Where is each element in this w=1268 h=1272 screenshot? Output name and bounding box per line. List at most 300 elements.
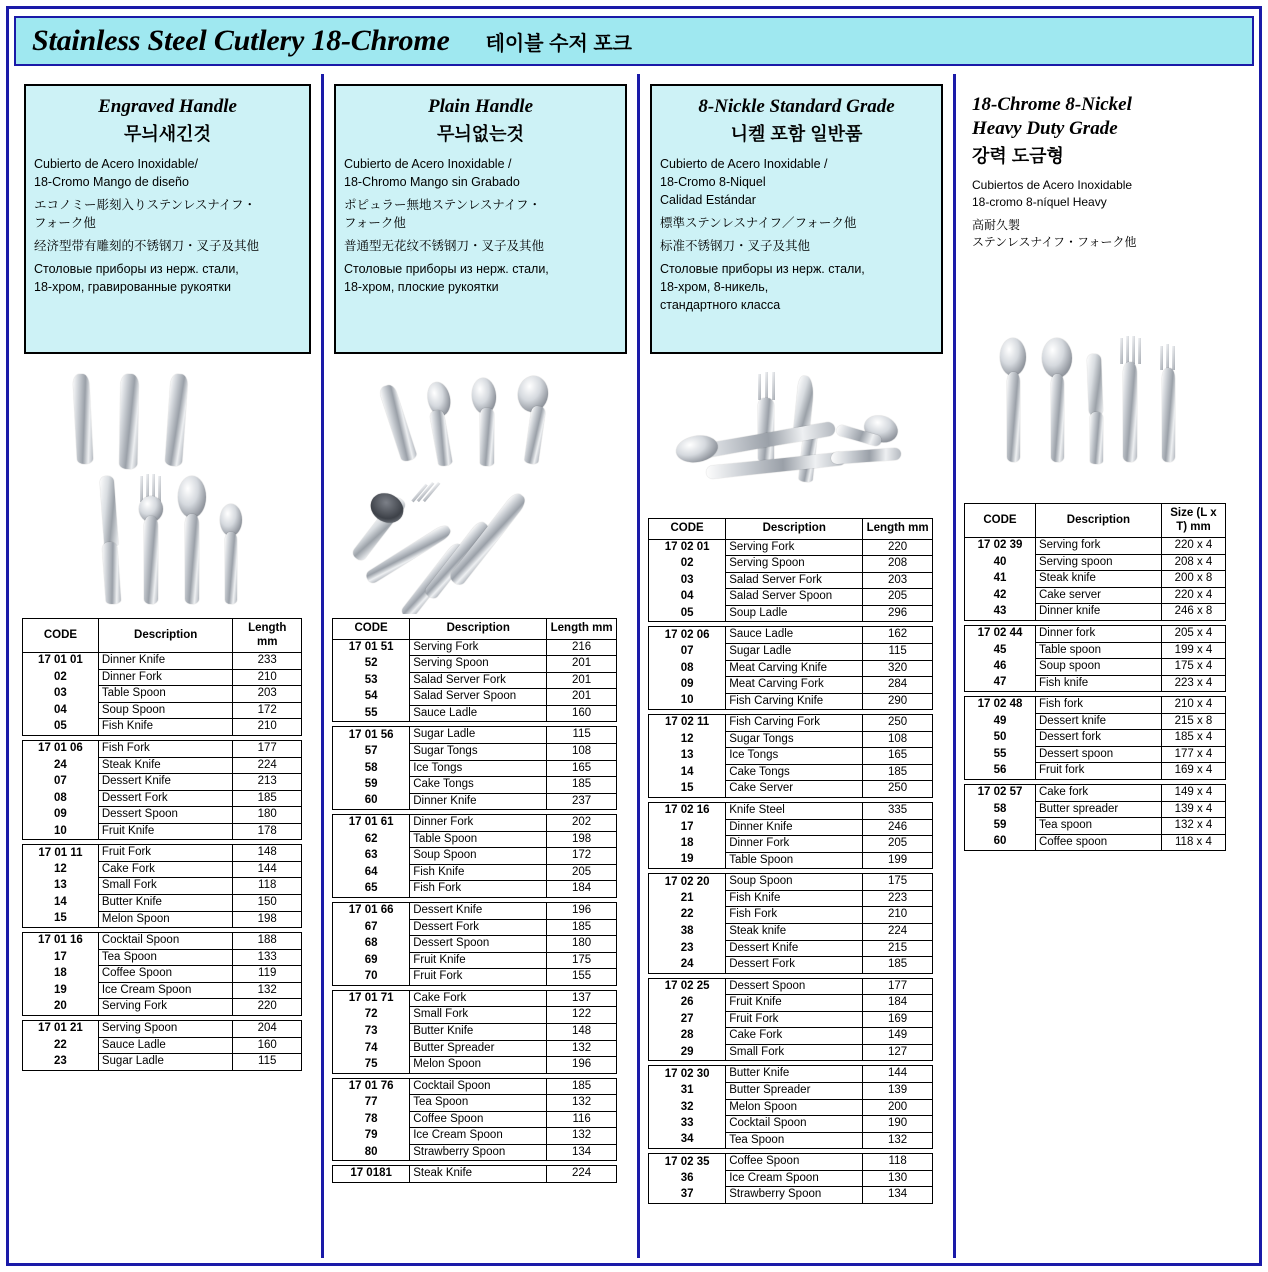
table-row xyxy=(333,952,617,969)
desc-line: フォーク他 xyxy=(344,216,406,230)
table-row xyxy=(649,978,933,995)
section-title-kr: 강력 도금형 xyxy=(972,146,1064,166)
desc-line: 標準ステンレスナイフ／フォーク他 xyxy=(660,216,857,230)
table-row xyxy=(649,1132,933,1149)
table-row xyxy=(23,895,302,912)
cell-length: 210 xyxy=(863,907,933,924)
cell-length: 185 xyxy=(863,764,933,781)
table-row xyxy=(965,659,1226,676)
cell-code: 13 xyxy=(649,748,726,765)
cell-code: 64 xyxy=(333,864,410,881)
cell-code: 23 xyxy=(649,940,726,957)
table-row xyxy=(333,969,617,986)
cell-length: 132 xyxy=(547,1128,617,1145)
cell-length: 215 x 8 xyxy=(1161,713,1225,730)
cell-description: Tea Spoon xyxy=(726,1132,863,1149)
cell-length: 134 xyxy=(863,1187,933,1204)
cell-description: Fish Fork xyxy=(726,907,863,924)
cell-length: 320 xyxy=(863,660,933,677)
table-row xyxy=(23,933,302,950)
table-row xyxy=(333,903,617,920)
cell-description: Dinner Fork xyxy=(726,836,863,853)
cell-length: 210 xyxy=(233,669,302,686)
cell-code: 17 02 01 xyxy=(649,539,726,556)
cell-length: 178 xyxy=(233,823,302,840)
cell-length: 160 xyxy=(233,1037,302,1054)
cell-code: 43 xyxy=(965,604,1036,621)
section-title-kr: 니켈 포함 일반품 xyxy=(730,124,863,144)
col-header-description: Description xyxy=(410,619,547,640)
col-header-description: Description xyxy=(1035,504,1161,538)
cell-length: 130 xyxy=(863,1170,933,1187)
cell-length: 223 x 4 xyxy=(1161,675,1225,692)
column-container xyxy=(14,74,1254,1258)
cell-code: 17 01 71 xyxy=(333,990,410,1007)
table-row xyxy=(333,1040,617,1057)
cell-description: Dessert Knife xyxy=(410,903,547,920)
cell-description: Dessert Fork xyxy=(98,790,233,807)
cell-code: 17 01 76 xyxy=(333,1078,410,1095)
cell-code: 40 xyxy=(965,554,1036,571)
cell-code: 80 xyxy=(333,1144,410,1161)
section-title-en: Plain Handle xyxy=(427,96,534,117)
cell-description: Cake Tongs xyxy=(726,764,863,781)
column-heavy-duty xyxy=(956,74,1254,1258)
cell-description: Steak Knife xyxy=(410,1166,547,1183)
cell-description: Cocktail Spoon xyxy=(98,933,233,950)
table-row xyxy=(23,653,302,670)
table-row xyxy=(649,1011,933,1028)
cell-code: 57 xyxy=(333,743,410,760)
cell-code: 31 xyxy=(649,1083,726,1100)
cell-length: 199 xyxy=(863,852,933,869)
cell-code: 17 02 20 xyxy=(649,874,726,891)
cell-length: 196 xyxy=(547,903,617,920)
cell-code: 08 xyxy=(649,660,726,677)
cell-length: 185 xyxy=(547,777,617,794)
cell-description: Melon Spoon xyxy=(98,911,233,928)
section-title-en: Engraved Handle xyxy=(98,96,237,117)
table-row xyxy=(333,1078,617,1095)
section-title-en-2: Heavy Duty Grade xyxy=(972,118,1118,139)
desc-line: フォーク他 xyxy=(34,216,96,230)
cell-description: Serving spoon xyxy=(1035,554,1161,571)
cell-length: 200 x 8 xyxy=(1161,571,1225,588)
cell-code: 24 xyxy=(23,757,99,774)
table-header-row xyxy=(965,504,1226,538)
cell-description: Salad Server Fork xyxy=(726,572,863,589)
table-heavy-duty xyxy=(964,503,1226,851)
desc-line: 高耐久製 xyxy=(972,217,1021,232)
cell-code: 54 xyxy=(333,689,410,706)
cell-length: 118 xyxy=(863,1154,933,1171)
cell-description: Meat Carving Knife xyxy=(726,660,863,677)
table-row xyxy=(649,995,933,1012)
table-row xyxy=(23,966,302,983)
cell-description: Ice Tongs xyxy=(410,760,547,777)
desc-line: Calidad Estándar xyxy=(660,193,756,207)
cell-code: 14 xyxy=(649,764,726,781)
cell-description: Coffee Spoon xyxy=(726,1154,863,1171)
cell-description: Sugar Ladle xyxy=(726,643,863,660)
cell-code: 36 xyxy=(649,1170,726,1187)
table-row xyxy=(333,689,617,706)
cell-code: 55 xyxy=(333,705,410,722)
cell-description: Strawberry Spoon xyxy=(410,1144,547,1161)
table-row xyxy=(333,936,617,953)
desc-line: ステンレスナイフ・フォーク他 xyxy=(972,235,1137,250)
product-photo-heavy-duty xyxy=(962,324,1248,499)
table-row xyxy=(649,1099,933,1116)
cell-length: 199 x 4 xyxy=(1161,642,1225,659)
table-row xyxy=(649,1083,933,1100)
cell-description: Butter Knife xyxy=(98,895,233,912)
cell-description: Dessert Spoon xyxy=(726,978,863,995)
product-photo-plain xyxy=(330,364,631,614)
table-row xyxy=(23,719,302,736)
cell-length: 205 xyxy=(863,589,933,606)
cell-code: 17 0181 xyxy=(333,1166,410,1183)
cell-code: 15 xyxy=(23,911,99,928)
table-body xyxy=(965,538,1226,851)
table-row xyxy=(23,949,302,966)
column-8-nickle-standard xyxy=(640,74,956,1258)
cell-description: Melon Spoon xyxy=(410,1057,547,1074)
cell-description: Cake Fork xyxy=(98,861,233,878)
cell-length: 177 x 4 xyxy=(1161,746,1225,763)
table-row xyxy=(333,1128,617,1145)
cell-code: 17 02 39 xyxy=(965,538,1036,555)
cell-length: 115 xyxy=(863,643,933,660)
cell-code: 46 xyxy=(965,659,1036,676)
cell-code: 17 01 56 xyxy=(333,727,410,744)
cell-length: 220 x 4 xyxy=(1161,538,1225,555)
col-header-code: CODE xyxy=(23,619,99,653)
table-row xyxy=(965,713,1226,730)
cell-code: 02 xyxy=(23,669,99,686)
cell-code: 17 02 06 xyxy=(649,627,726,644)
table-row xyxy=(649,539,933,556)
cell-code: 65 xyxy=(333,881,410,898)
cell-length: 169 xyxy=(863,1011,933,1028)
table-row xyxy=(649,764,933,781)
cell-description: Soup Spoon xyxy=(726,874,863,891)
desc-line: 18-Cromo Mango de diseño xyxy=(34,175,189,189)
cell-code: 07 xyxy=(649,643,726,660)
cell-length: 180 xyxy=(547,936,617,953)
table-row xyxy=(333,639,617,656)
cell-code: 03 xyxy=(649,572,726,589)
cell-description: Steak knife xyxy=(726,923,863,940)
cell-length: 185 xyxy=(547,919,617,936)
cell-length: 132 xyxy=(547,1040,617,1057)
table-row xyxy=(333,815,617,832)
cell-length: 250 xyxy=(863,781,933,798)
cell-description: Table Spoon xyxy=(98,686,233,703)
table-row xyxy=(23,686,302,703)
cell-length: 149 xyxy=(863,1028,933,1045)
table-row xyxy=(333,1111,617,1128)
cell-description: Fruit Fork xyxy=(98,845,233,862)
cell-length: 185 xyxy=(233,790,302,807)
cell-length: 205 xyxy=(547,864,617,881)
cell-code: 56 xyxy=(965,763,1036,780)
table-row xyxy=(23,790,302,807)
header-box-engraved xyxy=(24,84,311,354)
table-row xyxy=(23,1037,302,1054)
col-header-length: Length mm xyxy=(863,519,933,540)
desc-line: Столовые приборы из нерж. стали, xyxy=(344,262,549,276)
cell-code: 17 02 16 xyxy=(649,803,726,820)
table-row xyxy=(23,911,302,928)
cell-code: 12 xyxy=(649,731,726,748)
cell-length: 177 xyxy=(233,740,302,757)
cell-length: 155 xyxy=(547,969,617,986)
cell-code: 17 01 61 xyxy=(333,815,410,832)
col-header-description: Description xyxy=(726,519,863,540)
cell-code: 75 xyxy=(333,1057,410,1074)
table-row xyxy=(23,669,302,686)
table-row xyxy=(649,781,933,798)
cell-description: Soup Ladle xyxy=(726,605,863,622)
cell-description: Ice Cream Spoon xyxy=(726,1170,863,1187)
cell-code: 17 02 57 xyxy=(965,785,1036,802)
cell-length: 144 xyxy=(233,861,302,878)
cell-description: Dessert fork xyxy=(1035,730,1161,747)
cell-length: 119 xyxy=(233,966,302,983)
cell-code: 50 xyxy=(965,730,1036,747)
cell-description: Sauce Ladle xyxy=(410,705,547,722)
cell-code: 72 xyxy=(333,1007,410,1024)
cell-code: 19 xyxy=(649,852,726,869)
section-title-kr: 무늬없는것 xyxy=(437,124,524,144)
cell-length: 224 xyxy=(863,923,933,940)
cell-length: 220 x 4 xyxy=(1161,587,1225,604)
table-row xyxy=(649,589,933,606)
cell-code: 38 xyxy=(649,923,726,940)
cell-code: 23 xyxy=(23,1054,99,1071)
table-row xyxy=(649,819,933,836)
cell-length: 213 xyxy=(233,774,302,791)
cell-length: 284 xyxy=(863,677,933,694)
table-row xyxy=(649,627,933,644)
cell-description: Cake server xyxy=(1035,587,1161,604)
cell-code: 69 xyxy=(333,952,410,969)
table-row xyxy=(649,1170,933,1187)
table-row xyxy=(649,556,933,573)
cell-length: 296 xyxy=(863,605,933,622)
cell-code: 68 xyxy=(333,936,410,953)
cell-length: 108 xyxy=(863,731,933,748)
col-header-length: Length mm xyxy=(547,619,617,640)
cell-description: Melon Spoon xyxy=(726,1099,863,1116)
cell-length: 335 xyxy=(863,803,933,820)
desc-line: Столовые приборы из нерж. стали, xyxy=(34,262,239,276)
cell-description: Soup spoon xyxy=(1035,659,1161,676)
cell-description: Ice Tongs xyxy=(726,748,863,765)
table-row xyxy=(965,587,1226,604)
cell-description: Fruit Fork xyxy=(726,1011,863,1028)
cell-length: 133 xyxy=(233,949,302,966)
table-row xyxy=(333,1057,617,1074)
table-row xyxy=(333,743,617,760)
cell-description: Dessert Fork xyxy=(726,957,863,974)
section-title-en: 18-Chrome 8-Nickel xyxy=(972,94,1132,115)
table-row xyxy=(649,1044,933,1061)
cell-description: Cake Fork xyxy=(726,1028,863,1045)
cell-code: 77 xyxy=(333,1095,410,1112)
cell-code: 17 01 11 xyxy=(23,845,99,862)
cell-code: 17 xyxy=(23,949,99,966)
cell-code: 28 xyxy=(649,1028,726,1045)
cell-description: Fish fork xyxy=(1035,697,1161,714)
cell-description: Dessert Spoon xyxy=(98,807,233,824)
table-row xyxy=(649,1187,933,1204)
cell-code: 24 xyxy=(649,957,726,974)
column-plain-handle xyxy=(324,74,640,1258)
cell-code: 17 02 25 xyxy=(649,978,726,995)
cell-code: 17 02 30 xyxy=(649,1066,726,1083)
cell-description: Ice Cream Spoon xyxy=(98,982,233,999)
table-header-row xyxy=(333,619,617,640)
cell-description: Sugar Ladle xyxy=(410,727,547,744)
desc-line: Столовые приборы из нерж. стали, xyxy=(660,262,865,276)
table-row xyxy=(333,656,617,673)
cell-description: Butter spreader xyxy=(1035,801,1161,818)
cell-length: 201 xyxy=(547,656,617,673)
cell-description: Table Spoon xyxy=(726,852,863,869)
cell-code: 60 xyxy=(965,834,1036,851)
cell-length: 233 xyxy=(233,653,302,670)
cell-code: 17 01 51 xyxy=(333,639,410,656)
cell-length: 132 xyxy=(233,982,302,999)
cell-description: Fruit Knife xyxy=(98,823,233,840)
table-row xyxy=(965,538,1226,555)
cell-code: 17 01 06 xyxy=(23,740,99,757)
table-row xyxy=(649,572,933,589)
cell-code: 07 xyxy=(23,774,99,791)
cell-code: 17 01 16 xyxy=(23,933,99,950)
cell-code: 17 02 35 xyxy=(649,1154,726,1171)
cell-code: 47 xyxy=(965,675,1036,692)
table-row xyxy=(23,757,302,774)
cell-length: 215 xyxy=(863,940,933,957)
table-header-row xyxy=(23,619,302,653)
cell-description: Soup Spoon xyxy=(410,848,547,865)
cell-code: 78 xyxy=(333,1111,410,1128)
cell-length: 210 xyxy=(233,719,302,736)
cell-description: Fruit fork xyxy=(1035,763,1161,780)
cell-description: Coffee spoon xyxy=(1035,834,1161,851)
cell-code: 04 xyxy=(649,589,726,606)
cell-length: 190 xyxy=(863,1116,933,1133)
cell-length: 137 xyxy=(547,990,617,1007)
cell-length: 188 xyxy=(233,933,302,950)
cell-description: Fish Knife xyxy=(726,890,863,907)
cell-length: 149 x 4 xyxy=(1161,785,1225,802)
cell-code: 22 xyxy=(23,1037,99,1054)
table-row xyxy=(649,874,933,891)
table-row xyxy=(649,1066,933,1083)
col-header-length: Length mm xyxy=(233,619,302,653)
table-row xyxy=(333,777,617,794)
table-body xyxy=(649,539,933,1203)
cell-description: Sauce Ladle xyxy=(726,627,863,644)
cell-length: 250 xyxy=(863,715,933,732)
cell-length: 220 xyxy=(863,539,933,556)
table-row xyxy=(965,675,1226,692)
table-row xyxy=(649,852,933,869)
cell-length: 108 xyxy=(547,743,617,760)
table-row xyxy=(333,1166,617,1183)
cell-description: Butter Spreader xyxy=(410,1040,547,1057)
cell-description: Cocktail Spoon xyxy=(410,1078,547,1095)
desc-line: エコノミー彫刻入りステンレスナイフ・ xyxy=(34,198,256,212)
table-row xyxy=(23,702,302,719)
cell-description: Sugar Tongs xyxy=(410,743,547,760)
table-row xyxy=(649,836,933,853)
cell-description: Dessert Spoon xyxy=(410,936,547,953)
cell-description: Strawberry Spoon xyxy=(726,1187,863,1204)
table-row xyxy=(649,748,933,765)
cell-length: 205 xyxy=(863,836,933,853)
cell-code: 05 xyxy=(649,605,726,622)
desc-line: 18-хром, гравированные рукоятки xyxy=(34,280,231,294)
table-row xyxy=(649,890,933,907)
table-row xyxy=(23,999,302,1016)
cell-description: Tea spoon xyxy=(1035,818,1161,835)
cell-description: Butter Knife xyxy=(726,1066,863,1083)
cell-code: 09 xyxy=(649,677,726,694)
cell-length: 203 xyxy=(233,686,302,703)
cell-length: 224 xyxy=(233,757,302,774)
table-row xyxy=(649,731,933,748)
cell-description: Table spoon xyxy=(1035,642,1161,659)
table-header-row xyxy=(649,519,933,540)
cell-code: 53 xyxy=(333,672,410,689)
cell-description: Salad Server Spoon xyxy=(726,589,863,606)
cell-code: 42 xyxy=(965,587,1036,604)
section-title-en: 8-Nickle Standard Grade xyxy=(698,96,895,117)
cell-code: 10 xyxy=(649,693,726,710)
desc-line: Cubiertos de Acero Inoxidable xyxy=(972,178,1133,192)
cell-description: Fruit Knife xyxy=(410,952,547,969)
cell-description: Dessert Knife xyxy=(98,774,233,791)
cell-code: 26 xyxy=(649,995,726,1012)
table-row xyxy=(965,697,1226,714)
cell-description: Fruit Knife xyxy=(726,995,863,1012)
cell-length: 122 xyxy=(547,1007,617,1024)
cell-code: 79 xyxy=(333,1128,410,1145)
table-row xyxy=(23,1054,302,1071)
header-box-plain xyxy=(334,84,627,354)
cell-code: 63 xyxy=(333,848,410,865)
table-row xyxy=(649,1154,933,1171)
cell-code: 17 xyxy=(649,819,726,836)
table-row xyxy=(333,672,617,689)
cell-code: 13 xyxy=(23,878,99,895)
table-row xyxy=(23,982,302,999)
table-row xyxy=(333,1095,617,1112)
table-row xyxy=(965,571,1226,588)
cell-code: 12 xyxy=(23,861,99,878)
table-row xyxy=(333,919,617,936)
table-row xyxy=(649,643,933,660)
product-photo-engraved xyxy=(20,364,315,614)
cell-description: Serving Fork xyxy=(726,539,863,556)
page-title-korean: 테이블 수저 포크 xyxy=(485,32,632,55)
cell-code: 18 xyxy=(649,836,726,853)
